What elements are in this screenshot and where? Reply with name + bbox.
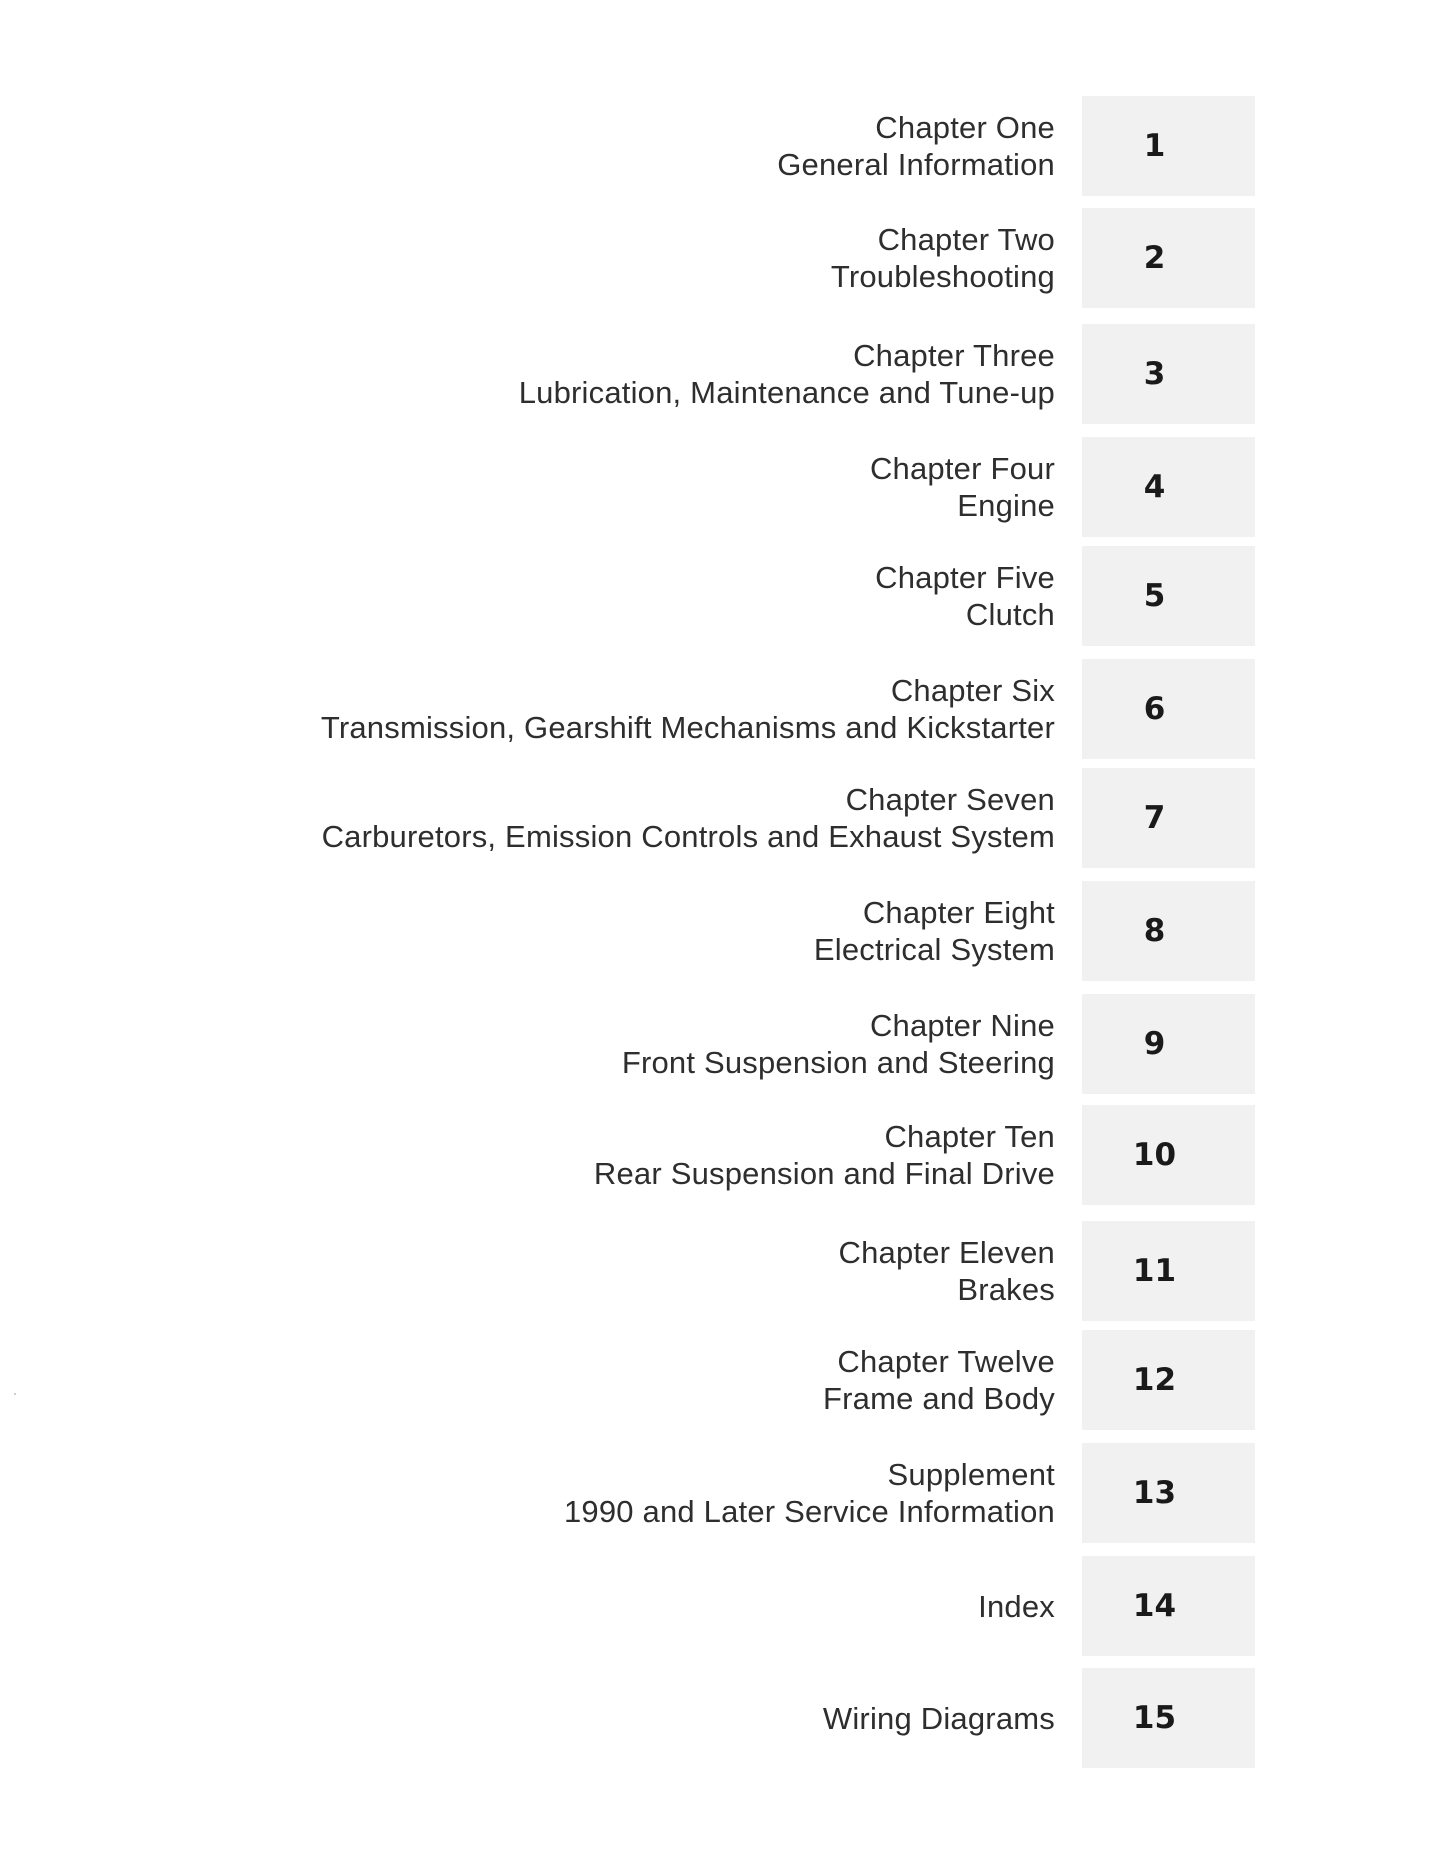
chapter-tab-number: 3 [1143,356,1166,392]
chapter-title: Chapter Two [877,222,1055,257]
chapter-tab-10[interactable] [1082,1105,1255,1205]
chapter-entry-11[interactable] [0,1221,1445,1321]
chapter-tab-15[interactable] [1082,1668,1255,1768]
chapter-title: Chapter Twelve [837,1344,1055,1379]
chapter-tab-9[interactable] [1082,994,1255,1094]
chapter-subtitle: Troubleshooting [830,259,1055,294]
chapter-title: Chapter Three [853,338,1055,373]
chapter-subtitle: Frame and Body [823,1381,1055,1416]
chapter-tab-number: 12 [1132,1362,1177,1398]
chapter-entry-text [155,768,1055,868]
chapter-entry-12[interactable] [0,1330,1445,1430]
chapter-subtitle: Electrical System [813,932,1055,967]
chapter-tab-11[interactable] [1082,1221,1255,1321]
chapter-subtitle: Front Suspension and Steering [621,1045,1055,1080]
chapter-entry-8[interactable] [0,881,1445,981]
chapter-tab-13[interactable] [1082,1443,1255,1543]
chapter-tab-6[interactable] [1082,659,1255,759]
chapter-subtitle: Brakes [957,1272,1055,1307]
chapter-entry-13[interactable] [0,1443,1445,1543]
chapter-entry-14[interactable] [0,1556,1445,1656]
chapter-title: Chapter One [875,110,1055,145]
chapter-title: Supplement [887,1457,1055,1492]
chapter-tab-number: 11 [1132,1253,1177,1289]
chapter-entry-text [155,659,1055,759]
chapter-tab-12[interactable] [1082,1330,1255,1430]
chapter-tab-5[interactable] [1082,546,1255,646]
chapter-entry-text [155,994,1055,1094]
chapter-entry-10[interactable] [0,1105,1445,1205]
chapter-title: Chapter Ten [884,1119,1055,1154]
chapter-tab-number: 13 [1132,1475,1177,1511]
chapter-title: Chapter Nine [869,1008,1055,1043]
chapter-entry-text [155,1668,1055,1768]
chapter-tab-4[interactable] [1082,437,1255,537]
chapter-tab-number: 4 [1143,469,1166,505]
chapter-title: Chapter Four [869,451,1055,486]
chapter-subtitle: Engine [957,488,1055,523]
chapter-entry-3[interactable] [0,324,1445,424]
chapter-tab-1[interactable] [1082,96,1255,196]
chapter-subtitle: General Information [777,147,1055,182]
chapter-tab-number: 14 [1132,1588,1177,1624]
chapter-tab-number: 9 [1143,1026,1166,1062]
chapter-entry-text [155,96,1055,196]
chapter-title: Chapter Eleven [838,1235,1055,1270]
chapter-entry-text [155,208,1055,308]
chapter-entry-5[interactable] [0,546,1445,646]
chapter-entry-4[interactable] [0,437,1445,537]
chapter-tab-number: 2 [1143,240,1166,276]
chapter-subtitle: Transmission, Gearshift Mechanisms and Kickstarter [320,710,1055,745]
chapter-entry-text [155,324,1055,424]
chapter-title: Wiring Diagrams [822,1700,1055,1736]
chapter-entry-15[interactable] [0,1668,1445,1768]
chapter-entry-2[interactable] [0,208,1445,308]
chapter-title: Chapter Six [890,673,1055,708]
chapter-tab-number: 7 [1143,800,1166,836]
chapter-entry-7[interactable] [0,768,1445,868]
chapter-entry-text [155,1443,1055,1543]
chapter-entry-9[interactable] [0,994,1445,1094]
chapter-entry-text [155,1330,1055,1430]
chapter-tab-number: 6 [1143,691,1166,727]
chapter-title: Chapter Five [875,560,1055,595]
chapter-entry-text [155,437,1055,537]
chapter-subtitle: Lubrication, Maintenance and Tune-up [518,375,1055,410]
chapter-title: Index [978,1588,1055,1624]
chapter-subtitle: Rear Suspension and Final Drive [593,1156,1055,1191]
chapter-subtitle: 1990 and Later Service Information [563,1494,1055,1529]
chapter-tab-number: 1 [1143,128,1166,164]
scan-speck [14,1393,16,1395]
chapter-tab-2[interactable] [1082,208,1255,308]
chapter-tab-number: 5 [1143,578,1166,614]
chapter-entry-text [155,881,1055,981]
chapter-tab-3[interactable] [1082,324,1255,424]
chapter-entry-1[interactable] [0,96,1445,196]
chapter-entry-6[interactable] [0,659,1445,759]
chapter-tab-number: 15 [1132,1700,1177,1736]
chapter-tab-number: 8 [1143,913,1166,949]
chapter-subtitle: Carburetors, Emission Controls and Exhaust System [321,819,1055,854]
chapter-tab-8[interactable] [1082,881,1255,981]
chapter-subtitle: Clutch [965,597,1055,632]
chapter-title: Chapter Eight [862,895,1055,930]
chapter-entry-text [155,1105,1055,1205]
chapter-tab-number: 10 [1132,1137,1177,1173]
chapter-entry-text [155,546,1055,646]
chapter-tab-14[interactable] [1082,1556,1255,1656]
chapter-title: Chapter Seven [845,782,1055,817]
chapter-tab-7[interactable] [1082,768,1255,868]
chapter-entry-text [155,1221,1055,1321]
chapter-entry-text [155,1556,1055,1656]
